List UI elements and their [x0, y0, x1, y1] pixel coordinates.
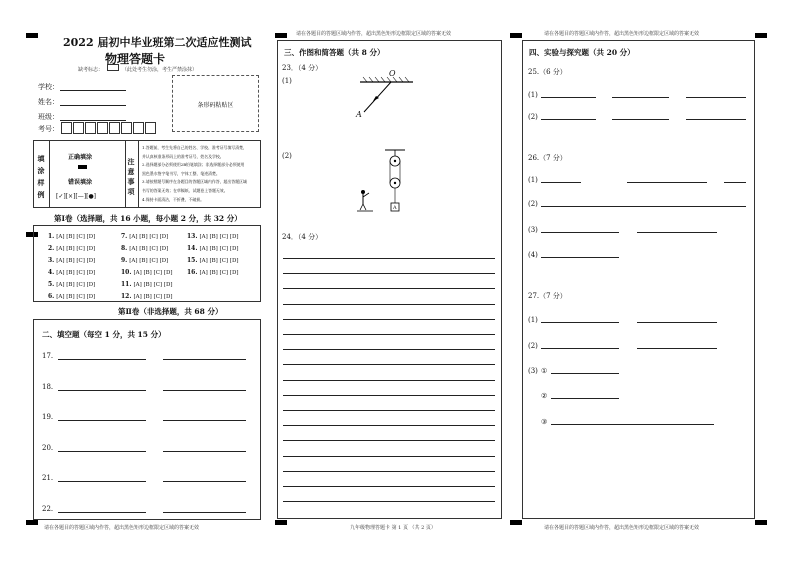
fill-in-blank[interactable]	[163, 512, 246, 513]
fill-in-blank[interactable]	[58, 451, 146, 452]
q27-p1-blank[interactable]	[637, 322, 717, 323]
mc-question-row[interactable]	[121, 257, 168, 264]
mc-question-row[interactable]	[48, 245, 95, 252]
q27-p1-blank[interactable]	[541, 322, 619, 323]
q27-label: 27.（7 分）	[528, 292, 567, 300]
exam-mark-note: （此处考生勿涂，考生严禁涂抹）	[122, 67, 198, 73]
mc-options[interactable]: [A] [B] [C] [D]	[199, 258, 239, 264]
q26-label: 26.（7 分）	[528, 154, 567, 162]
mc-question-row[interactable]	[121, 293, 173, 300]
q24-answer-line[interactable]	[283, 425, 495, 426]
page-title: 2022 届初中毕业班第二次适应性测试	[63, 36, 252, 49]
fill-in-blank[interactable]	[58, 420, 146, 421]
fig-label-a: A	[356, 110, 362, 119]
q26-p2: (2)	[528, 200, 538, 208]
q24-answer-line[interactable]	[283, 273, 495, 274]
q26-p4-blank[interactable]	[541, 257, 619, 258]
fill-in-question-number: 20.	[42, 443, 54, 452]
q24-answer-line[interactable]	[283, 319, 495, 320]
registration-mark	[275, 33, 287, 38]
mc-question-number: 3.	[48, 257, 55, 264]
exam-no-label: 考号：	[38, 125, 59, 133]
q27-c3-blank[interactable]	[551, 424, 714, 425]
q26-p1-blank[interactable]	[627, 182, 707, 183]
q26-p3: (3)	[528, 226, 538, 234]
mc-options[interactable]: [A] [B] [C] [D]	[56, 294, 96, 300]
registration-mark	[26, 33, 38, 38]
q25-p1-blank[interactable]	[541, 97, 596, 98]
middle-top-notice: 请在各题目的答题区域内作答，超出黑色矩形边框限定区域的答案无效	[296, 31, 452, 37]
registration-mark	[755, 520, 767, 525]
q24-answer-line[interactable]	[283, 486, 495, 487]
exam-no-boxes[interactable]	[61, 122, 157, 134]
correct-fill-label: 正确填涂	[68, 154, 93, 161]
q25-p2-blank[interactable]	[541, 119, 596, 120]
q24-answer-line[interactable]	[283, 380, 495, 381]
right-answer-box	[522, 40, 755, 519]
mc-question-row[interactable]	[187, 233, 239, 240]
mc-question-number: 14.	[187, 245, 198, 252]
fill-example-box	[33, 140, 261, 208]
mc-options[interactable]: [A] [B] [C] [D]	[129, 234, 169, 240]
fill-in-blank[interactable]	[163, 359, 246, 360]
q23-label: 23．（4 分）	[282, 64, 323, 72]
section2-title: 第Ⅱ卷（非选择题，共 68 分）	[118, 307, 223, 316]
mc-options[interactable]: [A] [B] [C] [D]	[199, 234, 239, 240]
note-line: 2.选择题部分必须使用2B铅笔填涂；非选择题部分必须使用	[142, 162, 245, 168]
q25-p1-blank[interactable]	[686, 97, 746, 98]
right-footer-notice: 请在各题目的答题区域内作答，超出黑色矩形边框限定区域的答案无效	[544, 525, 700, 531]
fill-in-question-number: 17.	[42, 352, 54, 360]
name-label: 姓名：	[38, 98, 59, 106]
q24-answer-line[interactable]	[283, 471, 495, 472]
q27-p3: (3)	[528, 367, 538, 375]
mc-options[interactable]: [A] [B] [C] [D]	[56, 270, 96, 276]
fill-in-blank[interactable]	[163, 451, 246, 452]
mc-options[interactable]: [A] [B] [C] [D]	[133, 270, 173, 276]
q26-p1: (1)	[528, 176, 538, 184]
fill-in-blank[interactable]	[163, 390, 246, 391]
registration-mark	[755, 33, 767, 38]
q25-label: 25.（6 分）	[528, 68, 567, 76]
name-field[interactable]	[60, 105, 126, 106]
q26-p3-blank[interactable]	[541, 232, 619, 233]
q24-answer-line[interactable]	[283, 440, 495, 441]
q27-p2-blank[interactable]	[637, 348, 717, 349]
q24-answer-line[interactable]	[283, 288, 495, 289]
mc-question-number: 4.	[48, 269, 55, 276]
barcode-area	[172, 75, 259, 132]
mc-question-row[interactable]	[48, 233, 95, 240]
q27-c1: ①	[541, 367, 548, 375]
q25-p2-blank[interactable]	[686, 119, 746, 120]
q26-p3-blank[interactable]	[637, 232, 717, 233]
note-line: 并认真核准条形码上的准考证号，姓名及学校。	[142, 153, 224, 159]
mc-options[interactable]: [A] [B] [C] [D]	[129, 258, 169, 264]
correct-fill-sample	[78, 165, 87, 169]
registration-mark	[510, 520, 522, 525]
fill-in-question-number: 18.	[42, 382, 54, 391]
page-subtitle: 物理答题卡	[105, 52, 166, 66]
q24-answer-line[interactable]	[283, 501, 495, 502]
fill-in-question-number: 19.	[42, 413, 54, 421]
mc-question-number: 11.	[121, 281, 132, 288]
barcode-label: 条形码粘贴区	[197, 102, 234, 109]
exam-mark-label: 缺考标志：	[78, 67, 104, 73]
fill-in-question-number: 21.	[42, 474, 54, 482]
mc-question-number: 2.	[48, 245, 55, 252]
q26-p1-blank[interactable]	[541, 182, 581, 183]
mc-options[interactable]: [A] [B] [C] [D]	[199, 270, 239, 276]
mc-question-row[interactable]	[121, 233, 168, 240]
mc-question-row[interactable]	[48, 281, 95, 288]
fill-example-samples	[50, 141, 126, 207]
class-field[interactable]	[60, 120, 126, 121]
q26-p1-blank[interactable]	[724, 182, 746, 183]
q24-answer-line[interactable]	[283, 258, 495, 259]
note-line: 4.保持卡面清洁，不折叠，不破损。	[142, 196, 205, 202]
mc-question-number: 13.	[187, 233, 198, 240]
q27-p2: (2)	[528, 342, 538, 350]
registration-mark	[275, 520, 287, 525]
q24-answer-line[interactable]	[283, 456, 495, 457]
note-line: 3.请按照题号顺序在各题目的答题区域内作答，超出答题区域	[142, 179, 247, 185]
mc-question-number: 9.	[121, 257, 128, 264]
q24-answer-line[interactable]	[283, 334, 495, 335]
mc-question-row[interactable]	[48, 269, 95, 276]
mc-question-number: 15.	[187, 257, 198, 264]
q23-part1-label: (1)	[282, 77, 292, 85]
q24-answer-line[interactable]	[283, 410, 495, 411]
fill-in-blank[interactable]	[163, 481, 246, 482]
pulley-figure	[355, 148, 415, 218]
q25-p1: (1)	[528, 91, 538, 99]
q27-c1-blank[interactable]	[551, 373, 619, 374]
fill-in-blank[interactable]	[163, 420, 246, 421]
middle-footer: 九年级物理答题卡 第 1 页 （共 2 页）	[350, 525, 436, 531]
q27-p1: (1)	[528, 316, 538, 324]
left-footer-notice: 请在各题目的答题区域内作答，超出黑色矩形边框限定区域的答案无效	[44, 525, 200, 531]
mc-options[interactable]: [A] [B] [C] [D]	[56, 258, 96, 264]
q26-p4: (4)	[528, 251, 538, 259]
mc-options[interactable]: [A] [B] [C] [D]	[129, 246, 169, 252]
fill-example-title: 填涂样例	[34, 141, 50, 207]
fill-in-blank[interactable]	[58, 359, 146, 360]
mc-question-row[interactable]	[48, 257, 95, 264]
mc-question-number: 6.	[48, 293, 55, 300]
mc-question-number: 5.	[48, 281, 55, 288]
registration-mark	[510, 33, 522, 38]
q25-p2: (2)	[528, 113, 538, 121]
fig-box-label: A	[393, 205, 397, 211]
mc-question-number: 16.	[187, 269, 198, 276]
mc-options[interactable]: [A] [B] [C] [D]	[56, 234, 96, 240]
mc-question-number: 7.	[121, 233, 128, 240]
fill-in-title: 二、填空题（每空 1 分，共 15 分）	[42, 330, 166, 339]
mc-options[interactable]: [A] [B] [C] [D]	[133, 294, 173, 300]
q24-answer-line[interactable]	[283, 349, 495, 350]
class-label: 班级：	[38, 113, 59, 121]
mc-question-row[interactable]	[48, 293, 95, 300]
wrong-fill-sample: [✓][×][—][●]	[56, 193, 97, 200]
q24-label: 24．（4 分）	[282, 233, 323, 241]
mc-question-row[interactable]	[121, 245, 168, 252]
mc-options[interactable]: [A] [B] [C] [D]	[133, 282, 173, 288]
mc-question-row[interactable]	[121, 269, 173, 276]
wrong-fill-label: 错误填涂	[68, 179, 93, 186]
fill-in-question-number: 22.	[42, 504, 54, 513]
mc-options[interactable]: [A] [B] [C] [D]	[56, 246, 96, 252]
q27-c2-blank[interactable]	[551, 398, 619, 399]
fill-in-blank[interactable]	[58, 390, 146, 391]
q27-c2: ②	[541, 392, 548, 400]
q25-p2-blank[interactable]	[612, 119, 669, 120]
mc-question-row[interactable]	[187, 245, 239, 252]
section1-title: 第Ⅰ卷（选择题，共 16 小题，每小题 2 分，共 32 分）	[54, 214, 242, 223]
fill-in-blank[interactable]	[58, 512, 146, 513]
section4-title: 四、实验与探究题（共 20 分）	[529, 48, 635, 57]
mc-question-number: 8.	[121, 245, 128, 252]
registration-mark	[26, 520, 38, 525]
right-top-notice: 请在各题目的答题区域内作答，超出黑色矩形边框限定区域的答案无效	[544, 31, 700, 37]
q24-answer-line[interactable]	[283, 395, 495, 396]
mc-question-number: 12.	[121, 293, 132, 300]
mc-options[interactable]: [A] [B] [C] [D]	[199, 246, 239, 252]
q26-p2-blank[interactable]	[541, 206, 746, 207]
notes-title: 注意事项	[125, 141, 139, 207]
q25-p1-blank[interactable]	[612, 97, 669, 98]
exam-mark-box[interactable]	[107, 64, 119, 71]
notes-list	[142, 144, 260, 204]
q24-answer-line[interactable]	[283, 304, 495, 305]
q23-part2-label: (2)	[282, 152, 292, 160]
fig-label-o: O	[389, 69, 396, 78]
mc-question-row[interactable]	[187, 257, 239, 264]
fill-in-blank[interactable]	[58, 481, 146, 482]
mc-question-row[interactable]	[121, 281, 173, 288]
mc-question-row[interactable]	[187, 269, 239, 276]
note-line: 黑色墨水签字笔书写，字体工整、笔迹清楚。	[142, 170, 220, 176]
q27-p2-blank[interactable]	[541, 348, 619, 349]
note-line: 书写的答案无效；在草稿纸、试题卷上答题无效。	[142, 187, 228, 193]
school-field[interactable]	[60, 90, 126, 91]
mc-options[interactable]: [A] [B] [C] [D]	[56, 282, 96, 288]
note-line: 1.答题前，考生先将自己的姓名、学校、准考证号填写清楚，	[142, 145, 247, 150]
mc-question-number: 1.	[48, 233, 55, 240]
q24-answer-line[interactable]	[283, 364, 495, 365]
q27-c3: ③	[541, 418, 548, 426]
mc-question-number: 10.	[121, 269, 132, 276]
section3-title: 三、作图和简答题（共 8 分）	[284, 48, 385, 57]
school-label: 学校：	[38, 83, 59, 91]
